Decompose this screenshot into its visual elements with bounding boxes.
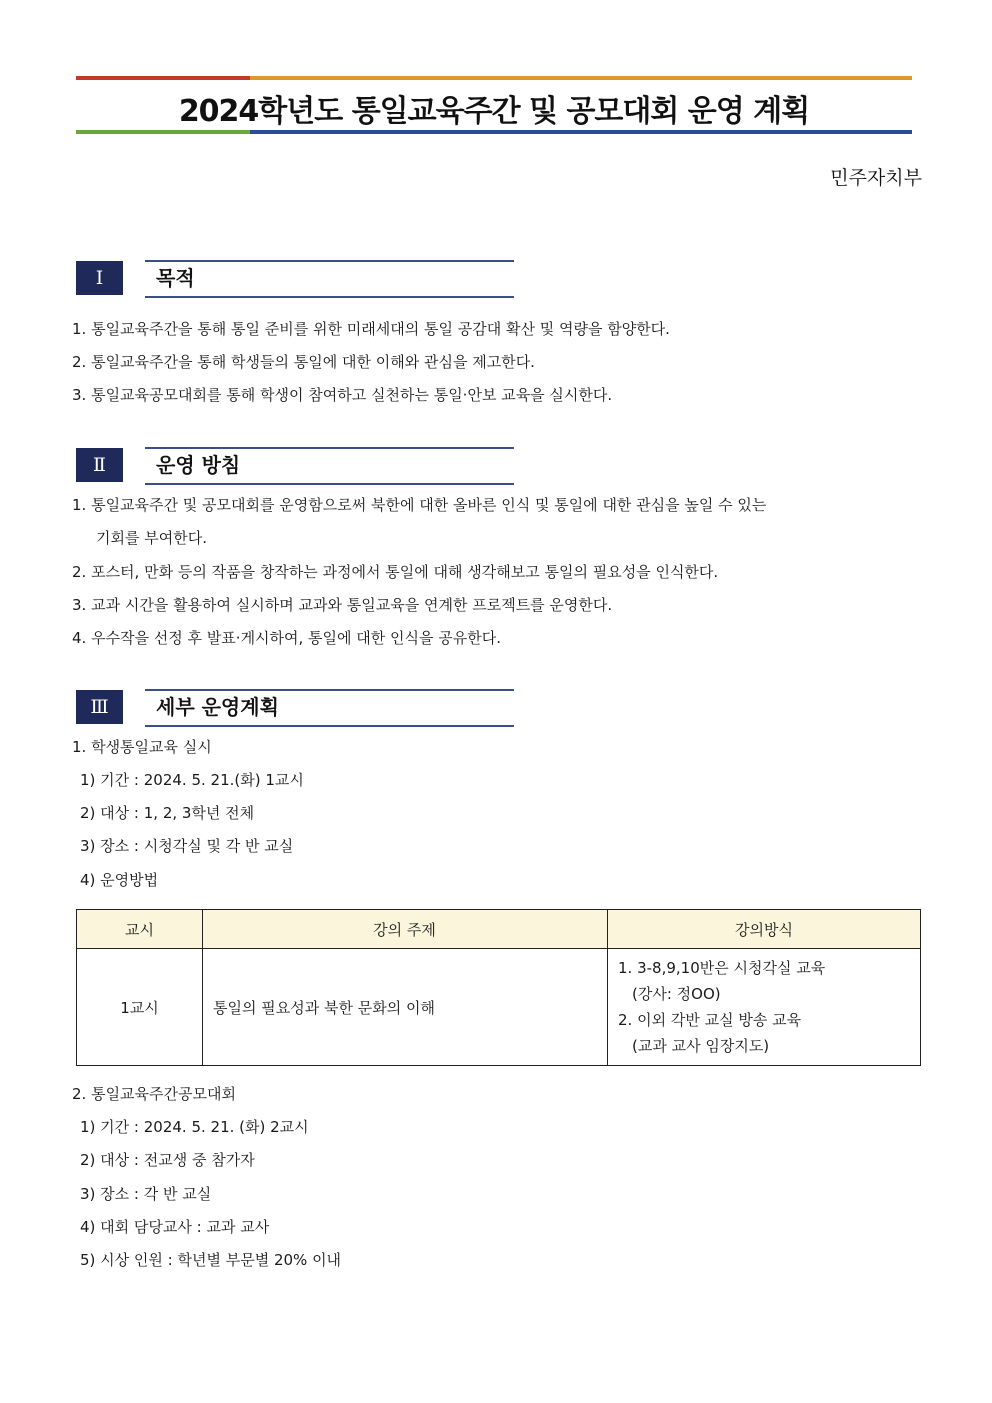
- plan-2-place: 3) 장소 : 각 반 교실: [80, 1185, 212, 1203]
- policy-item-1-cont: 기회를 부여한다.: [96, 529, 207, 547]
- department-label: 민주자치부: [830, 167, 922, 189]
- purpose-item-3: 3. 통일교육공모대회를 통해 학생이 참여하고 실천하는 통일·안보 교육을 실시한다.: [72, 386, 613, 404]
- table-header-row: [77, 910, 921, 949]
- title-block: [76, 76, 912, 134]
- policy-item-4: 4. 우수작을 선정 후 발표·게시하여, 통일에 대한 인식을 공유한다.: [72, 629, 502, 647]
- section-1-title: 목적: [156, 266, 195, 290]
- section-1-rule: [145, 260, 514, 298]
- plan-2-teacher: 4) 대회 담당교사 : 교과 교사: [80, 1218, 270, 1236]
- bottom-bar-blue: [250, 130, 912, 134]
- section-3-number: Ⅲ: [76, 690, 123, 724]
- plan-2-target: 2) 대상 : 전교생 중 참가자: [80, 1151, 255, 1169]
- table-row: [77, 949, 921, 1066]
- plan-1-heading: 1. 학생통일교육 실시: [72, 738, 212, 756]
- page-title: 2024학년도 통일교육주간 및 공모대회 운영 계획: [178, 94, 810, 129]
- header-period: 교시: [77, 910, 203, 949]
- policy-item-2: 2. 포스터, 만화 등의 작품을 창작하는 과정에서 통일에 대해 생각해보고 통일의 필요성을 인식한다.: [72, 563, 719, 581]
- plan-2-period: 1) 기간 : 2024. 5. 21. (화) 2교시: [80, 1118, 309, 1136]
- policy-item-1: 1. 통일교육주간 및 공모대회를 운영함으로써 북한에 대한 올바른 인식 및 통일에 대한 관심을 높일 수 있는: [72, 496, 767, 514]
- purpose-item-1: 1. 통일교육주간을 통해 통일 준비를 위한 미래세대의 통일 공감대 확산 및 역량을 함양한다.: [72, 320, 670, 338]
- plan-1-place: 3) 장소 : 시청각실 및 각 반 교실: [80, 837, 294, 855]
- top-bar-orange: [250, 76, 912, 80]
- section-3-title: 세부 운영계획: [156, 695, 279, 719]
- method-line-2: (강사: 정OO): [632, 985, 721, 1003]
- plan-1-method: 4) 운영방법: [80, 871, 159, 889]
- top-bar-red: [76, 76, 250, 80]
- section-1-number: Ⅰ: [76, 261, 123, 295]
- plan-2-awards: 5) 시상 인원 : 학년별 부문별 20% 이내: [80, 1251, 342, 1269]
- section-2-header: [76, 447, 514, 483]
- method-line-1: 1. 3-8,9,10반은 시청각실 교육: [618, 959, 826, 977]
- section-2-number: Ⅱ: [76, 448, 123, 482]
- method-line-4: (교과 교사 임장지도): [632, 1037, 770, 1055]
- cell-period: 1교시: [77, 949, 203, 1066]
- plan-1-target: 2) 대상 : 1, 2, 3학년 전체: [80, 804, 255, 822]
- section-1-header: [76, 260, 514, 296]
- section-2-title: 운영 방침: [156, 453, 241, 477]
- cell-method: [608, 949, 921, 1066]
- plan-2-heading: 2. 통일교육주간공모대회: [72, 1085, 236, 1103]
- header-method: 강의방식: [608, 910, 921, 949]
- policy-item-3: 3. 교과 시간을 활용하여 실시하며 교과와 통일교육을 연계한 프로젝트를 운영한다.: [72, 596, 613, 614]
- title-top-bar: [76, 76, 912, 80]
- section-3-header: [76, 689, 514, 725]
- title-bottom-bar: [76, 130, 912, 134]
- purpose-item-2: 2. 통일교육주간을 통해 학생들의 통일에 대한 이해와 관심을 제고한다.: [72, 353, 535, 371]
- lecture-plan-table: [76, 909, 921, 1066]
- bottom-bar-green: [76, 130, 250, 134]
- method-line-3: 2. 이외 각반 교실 방송 교육: [618, 1011, 802, 1029]
- cell-topic: 통일의 필요성과 북한 문화의 이해: [203, 949, 608, 1066]
- header-topic: 강의 주제: [203, 910, 608, 949]
- plan-1-period: 1) 기간 : 2024. 5. 21.(화) 1교시: [80, 771, 304, 789]
